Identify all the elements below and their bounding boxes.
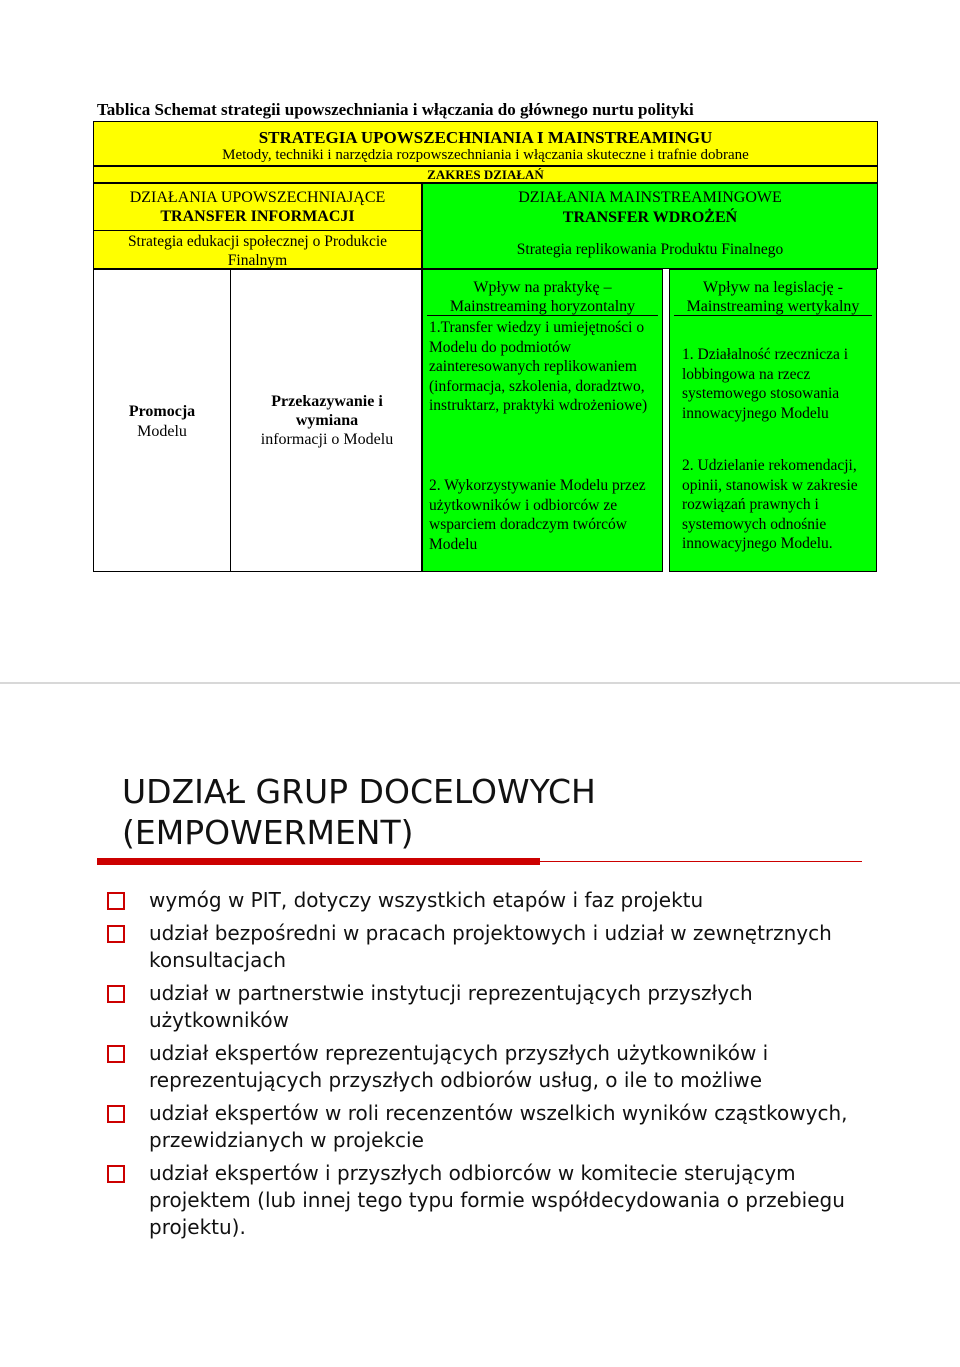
- checkbox-bullet-icon: [107, 985, 125, 1003]
- strategia-replikowania: Strategia replikowania Produktu Finalnego: [516, 241, 784, 258]
- checkbox-bullet-icon: [107, 892, 125, 910]
- checkbox-bullet-icon: [107, 1105, 125, 1123]
- strategia-edukacji-line2: Finalnym: [227, 252, 288, 269]
- bullet-list: [107, 887, 867, 1247]
- strategy-subtitle: Metody, techniki i narzędzia rozpowszechniania i włączania skuteczne i trafnie dobrane: [222, 147, 749, 163]
- strategia-edukacji-line1: Strategia edukacji społecznej o Produkcie: [127, 233, 388, 250]
- horyzontalny-head1: Wpływ na praktykę –: [473, 279, 612, 296]
- list-item-text: udział ekspertów reprezentujących przyszłych użytkowników i reprezentujących przyszłych odbiorów usług, o ile to możliwe: [149, 1041, 769, 1092]
- slide-title: [122, 771, 596, 853]
- slide-strategy-table: [0, 0, 960, 683]
- wertykalny-item-2: 2. Udzielanie rekomendacji, opinii, stanowisk w zakresie rozwiązań prawnych i systemowych odnośnie innowacyjnego Modelu.: [682, 457, 858, 552]
- strategia-edukacji: [94, 232, 421, 270]
- list-item: [107, 1100, 867, 1154]
- list-item-text: wymóg w PIT, dotyczy wszystkich etapów i faz projektu: [149, 888, 704, 912]
- strategy-title: STRATEGIA UPOWSZECHNIANIA I MAINSTREAMINGU: [258, 128, 713, 147]
- slide-title-line2: (EMPOWERMENT): [122, 813, 414, 852]
- upowszechniajace-title: DZIAŁANIA UPOWSZECHNIAJĄCE: [129, 189, 386, 206]
- slide-empowerment: [0, 683, 960, 1367]
- wertykalny-item-1: 1. Działalność rzecznicza i lobbingowa na rzecz systemowego stosowania innowacyjnego Modelu: [682, 346, 849, 422]
- wertykalny-header: [670, 278, 876, 316]
- list-item: [107, 1160, 867, 1241]
- przekazywanie-line1: Przekazywanie i: [271, 393, 383, 410]
- horyzontalny-item-1: 1.Transfer wiedzy i umiejętności o Modelu do podmiotów zainteresowanych replikowaniem (informacja, szkolenia, doradztwo, instruktarz, praktyki wdrożeniowe): [429, 319, 648, 414]
- wertykalny-head2: Mainstreaming wertykalny: [686, 298, 860, 315]
- divider: [674, 315, 872, 316]
- list-item: [107, 920, 867, 974]
- table-caption: Tablica Schemat strategii upowszechniania i włączania do głównego nurtu polityki: [97, 100, 694, 119]
- upowszechniajace-header: [93, 183, 422, 269]
- horyzontalny-header: [423, 278, 662, 316]
- transfer-informacji: TRANSFER INFORMACJI: [160, 208, 355, 225]
- list-item: [107, 1040, 867, 1094]
- title-underline-bar: [97, 858, 540, 865]
- mainstreamingowe-title: DZIAŁANIA MAINSTREAMINGOWE: [518, 189, 782, 206]
- divider: [427, 315, 658, 316]
- list-item-text: udział w partnerstwie instytucji reprezentujących przyszłych użytkowników: [149, 981, 753, 1032]
- modelu-label: Modelu: [137, 423, 187, 440]
- mainstreaming-wertykalny: [669, 269, 877, 572]
- list-item: [107, 980, 867, 1034]
- promocja-modelu: [94, 402, 230, 442]
- list-item-text: udział bezpośredni w pracach projektowych i udział w zewnętrznych konsultacjach: [149, 921, 832, 972]
- list-item: [107, 887, 867, 914]
- title-underline-line: [540, 861, 862, 862]
- checkbox-bullet-icon: [107, 1045, 125, 1063]
- wertykalny-head1: Wpływ na legislację -: [703, 279, 843, 296]
- zakres-dzialan: ZAKRES DZIAŁAŃ: [93, 166, 878, 183]
- divider: [94, 230, 421, 231]
- horyzontalny-item-2: 2. Wykorzystywanie Modelu przez użytkowników i odbiorców ze wsparciem doradczym twórców Modelu: [429, 477, 646, 553]
- przekazywanie-informacji: [231, 392, 423, 449]
- checkbox-bullet-icon: [107, 925, 125, 943]
- transfer-wdrozen: TRANSFER WDROŻEŃ: [562, 209, 738, 226]
- przekazywanie-line3: informacji o Modelu: [260, 431, 394, 448]
- strategy-header: [93, 121, 878, 166]
- slide-title-line1: UDZIAŁ GRUP DOCELOWYCH: [122, 772, 596, 811]
- przekazywanie-line2: wymiana: [295, 412, 359, 429]
- list-item-text: udział ekspertów i przyszłych odbiorców w komitecie sterującym projektem (lub innej tego typu formie współdecydowania o przebiegu projektu).: [149, 1161, 845, 1239]
- list-item-text: udział ekspertów w roli recenzentów wszelkich wyników cząstkowych, przewidzianych w projekcie: [149, 1101, 848, 1152]
- promocja-label: Promocja: [128, 403, 196, 420]
- checkbox-bullet-icon: [107, 1165, 125, 1183]
- horyzontalny-head2: Mainstreaming horyzontalny: [449, 298, 636, 315]
- mainstreamingowe-header: [422, 183, 878, 269]
- mainstreaming-horyzontalny: [422, 269, 663, 572]
- upowszechnianie-body: [93, 269, 422, 572]
